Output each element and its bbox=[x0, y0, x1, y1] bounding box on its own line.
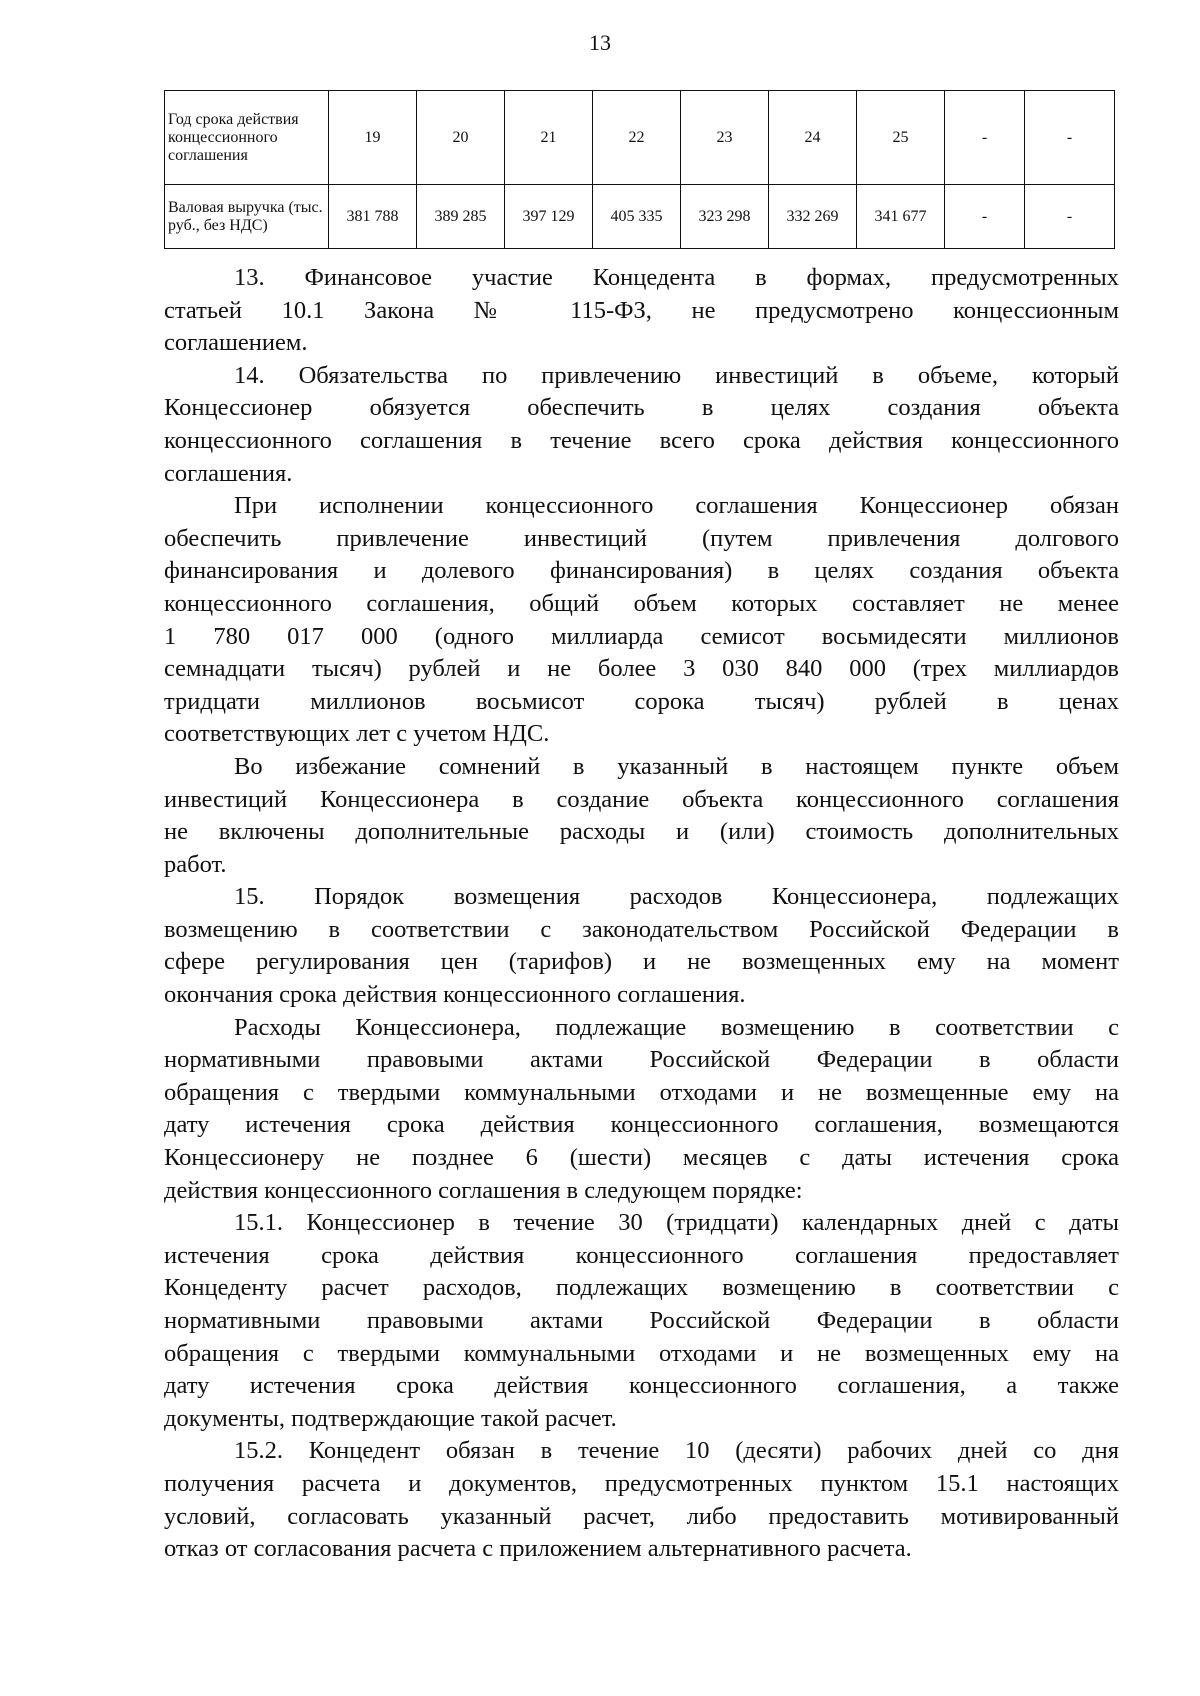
text-line: соглашением. bbox=[164, 329, 308, 357]
text-line: окончания срока действия концессионного соглашения. bbox=[164, 981, 746, 1009]
table-cell: 24 bbox=[769, 91, 857, 185]
text-line: соответствующих лет с учетом НДС. bbox=[164, 720, 550, 748]
table-row-revenue bbox=[165, 185, 1115, 249]
text-line: получения расчета и документов, предусмотренных пунктом 15.1 настоящих bbox=[164, 1469, 1119, 1497]
text-line: тридцати миллионов восьмисот сорока тысяч) рублей в ценах bbox=[164, 687, 1119, 715]
table-cell: 23 bbox=[681, 91, 769, 185]
text-line: не включены дополнительные расходы и (или) стоимость дополнительных bbox=[164, 818, 1119, 846]
table-cell: 25 bbox=[857, 91, 945, 185]
text-line: инвестиций Концессионера в создание объекта концессионного соглашения bbox=[164, 785, 1119, 813]
table-cell: 389 285 bbox=[417, 185, 505, 249]
text-line: При исполнении концессионного соглашения Концессионер обязан bbox=[234, 492, 1119, 520]
text-line: обращения с твердыми коммунальными отходами и не возмещенных ему на bbox=[164, 1339, 1119, 1367]
text-line: обеспечить привлечение инвестиций (путем привлечения долгового bbox=[164, 524, 1119, 552]
table-cell: 22 bbox=[593, 91, 681, 185]
text-line: обращения с твердыми коммунальными отходами и не возмещенные ему на bbox=[164, 1078, 1119, 1106]
text-line: 15.2. Концедент обязан в течение 10 (десяти) рабочих дней со дня bbox=[234, 1437, 1119, 1465]
table-cell: - bbox=[945, 185, 1025, 249]
text-line: условий, согласовать указанный расчет, либо предоставить мотивированный bbox=[164, 1502, 1119, 1530]
text-line: 13. Финансовое участие Концедента в формах, предусмотренных bbox=[234, 264, 1119, 291]
table-cell: 397 129 bbox=[505, 185, 593, 249]
text-line: соглашения. bbox=[164, 459, 293, 487]
table-cell: 20 bbox=[417, 91, 505, 185]
text-line: документы, подтверждающие такой расчет. bbox=[164, 1404, 617, 1432]
text-line: Концессионеру не позднее 6 (шести) месяцев с даты истечения срока bbox=[164, 1144, 1119, 1172]
text-line: нормативными правовыми актами Российской Федерации в области bbox=[164, 1307, 1119, 1334]
table-row-year bbox=[165, 91, 1115, 185]
table-cell: 381 788 bbox=[329, 185, 417, 249]
document-body bbox=[164, 262, 1119, 1566]
table-cell: - bbox=[1025, 91, 1115, 185]
text-line: финансирования и долевого финансирования) в целях создания объекта bbox=[164, 557, 1119, 585]
text-line: нормативными правовыми актами Российской Федерации в области bbox=[164, 1046, 1119, 1074]
text-line: 15.1. Концессионер в течение 30 (тридцати) календарных дней с даты bbox=[234, 1209, 1119, 1237]
row-header-year: Год срока действия концессионного соглашения bbox=[165, 91, 329, 185]
text-line: Концеденту расчет расходов, подлежащих возмещению в соответствии с bbox=[164, 1274, 1119, 1302]
text-line: 15. Порядок возмещения расходов Концессионера, подлежащих bbox=[234, 883, 1119, 911]
table-cell: - bbox=[945, 91, 1025, 185]
table-cell: 405 335 bbox=[593, 185, 681, 249]
text-line: дату истечения срока действия концессионного соглашения, а также bbox=[164, 1372, 1119, 1400]
text-line: отказ от согласования расчета с приложением альтернативного расчета. bbox=[164, 1535, 912, 1563]
text-line: Концессионер обязуется обеспечить в целях создания объекта bbox=[164, 394, 1119, 422]
text-line: работ. bbox=[164, 850, 227, 878]
text-line: Расходы Концессионера, подлежащие возмещению в соответствии с bbox=[234, 1013, 1119, 1041]
text-line: статьей 10.1 Закона № 115-ФЗ, не предусмотрено концессионным bbox=[164, 296, 1119, 324]
row-header-revenue: Валовая выручка (тыс. руб., без НДС) bbox=[165, 185, 329, 249]
revenue-table bbox=[164, 90, 1115, 249]
page-number: 13 bbox=[589, 30, 611, 55]
table-cell: 323 298 bbox=[681, 185, 769, 249]
table-cell: 341 677 bbox=[857, 185, 945, 249]
text-line: семнадцати тысяч) рублей и не более 3 030 840 000 (трех миллиардов bbox=[164, 655, 1119, 683]
table-cell: 21 bbox=[505, 91, 593, 185]
text-line: действия концессионного соглашения в следующем порядке: bbox=[164, 1176, 803, 1204]
text-line: сфере регулирования цен (тарифов) и не возмещенных ему на момент bbox=[164, 948, 1119, 976]
table-cell: 332 269 bbox=[769, 185, 857, 249]
text-line: возмещению в соответствии с законодательством Российской Федерации в bbox=[164, 915, 1119, 943]
text-line: истечения срока действия концессионного соглашения предоставляет bbox=[164, 1241, 1119, 1269]
table-cell: 19 bbox=[329, 91, 417, 185]
text-line: 14. Обязательства по привлечению инвестиций в объеме, который bbox=[234, 361, 1119, 389]
text-line: 1 780 017 000 (одного миллиарда семисот восьмидесяти миллионов bbox=[164, 622, 1119, 650]
text-line: концессионного соглашения, общий объем которых составляет не менее bbox=[164, 589, 1119, 617]
table-cell: - bbox=[1025, 185, 1115, 249]
text-line: концессионного соглашения в течение всего срока действия концессионного bbox=[164, 426, 1119, 454]
text-line: Во избежание сомнений в указанный в настоящем пункте объем bbox=[234, 752, 1119, 780]
text-line: дату истечения срока действия концессионного соглашения, возмещаются bbox=[164, 1111, 1119, 1139]
